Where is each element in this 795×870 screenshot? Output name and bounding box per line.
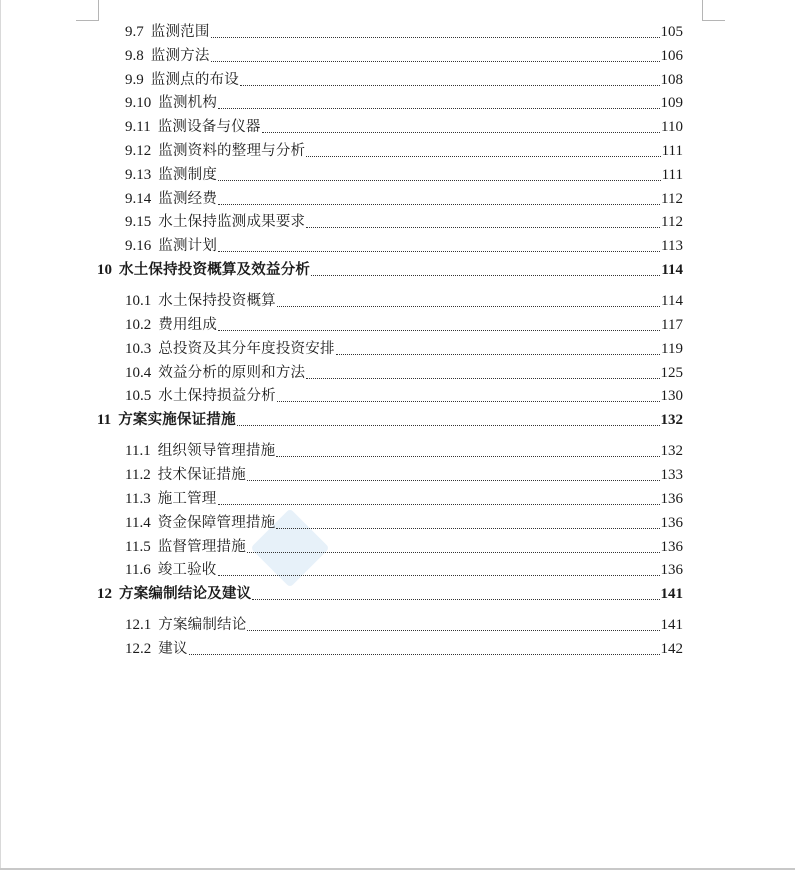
toc-entry-title: 监测点的布设 bbox=[150, 71, 239, 88]
toc-entry-page-number: 105 bbox=[660, 24, 683, 40]
toc-entry-title: 费用组成 bbox=[158, 317, 218, 333]
toc-entry-title: 监测资料的整理与分析 bbox=[158, 143, 306, 159]
toc-dot-leader bbox=[218, 484, 660, 505]
toc-section-row[interactable] bbox=[0, 613, 795, 635]
toc-entry-page-number: 133 bbox=[660, 467, 683, 484]
toc-entry-number: 9.13 bbox=[125, 166, 152, 183]
toc-entry-link[interactable] bbox=[125, 313, 683, 335]
toc-entry-link[interactable] bbox=[125, 289, 683, 311]
toc-entry-link[interactable] bbox=[97, 258, 683, 280]
toc-dot-leader bbox=[336, 334, 660, 355]
toc-entry-number: 12.2 bbox=[125, 641, 152, 658]
toc-entry-link[interactable] bbox=[97, 408, 683, 430]
toc-dot-leader bbox=[237, 405, 660, 426]
toc-dot-leader bbox=[218, 555, 660, 576]
toc-entry-number: 10.2 bbox=[125, 317, 152, 333]
toc-entry-number: 11.5 bbox=[125, 538, 151, 555]
toc-entry-number: 11 bbox=[97, 412, 112, 429]
toc-dot-leader bbox=[247, 532, 660, 553]
toc-entry-number: 12.1 bbox=[125, 617, 152, 634]
toc-section-row[interactable] bbox=[0, 289, 795, 311]
toc-entry-page-number: 108 bbox=[660, 71, 683, 88]
toc-entry-link[interactable] bbox=[125, 487, 683, 509]
toc-entry-number: 9.8 bbox=[125, 47, 144, 64]
toc-dot-leader bbox=[211, 41, 660, 62]
toc-section-row[interactable] bbox=[0, 91, 795, 113]
toc-entry-link[interactable] bbox=[125, 20, 683, 42]
toc-entry-link[interactable] bbox=[125, 361, 683, 383]
toc-dot-leader bbox=[277, 286, 660, 307]
toc-entry-page-number: 113 bbox=[661, 238, 683, 255]
toc-dot-leader bbox=[218, 88, 659, 109]
toc-entry-number: 11.3 bbox=[125, 491, 151, 507]
toc-entry-page-number: 114 bbox=[661, 293, 683, 310]
crop-mark-top-right bbox=[702, 0, 725, 21]
toc-entry-number: 12 bbox=[97, 586, 112, 603]
toc-entry-page-number: 112 bbox=[661, 214, 683, 231]
toc-dot-leader bbox=[218, 184, 660, 205]
toc-entry-title: 监测方法 bbox=[150, 47, 210, 64]
toc-entry-title: 资金保障管理措施 bbox=[157, 514, 276, 531]
toc-section-row[interactable] bbox=[0, 511, 795, 533]
toc-entry-title: 方案实施保证措施 bbox=[118, 412, 236, 429]
toc-section-row[interactable] bbox=[0, 487, 795, 509]
toc-entry-page-number: 112 bbox=[661, 190, 683, 207]
toc-entry-page-number: 110 bbox=[661, 119, 683, 136]
toc-dot-leader bbox=[218, 310, 660, 331]
toc-entry-title: 组织领导管理措施 bbox=[157, 443, 276, 460]
toc-entry-page-number: 114 bbox=[661, 262, 683, 279]
toc-entry-title: 监测计划 bbox=[158, 238, 218, 255]
toc-entry-link[interactable] bbox=[125, 163, 683, 185]
toc-entry-page-number: 132 bbox=[660, 443, 683, 460]
toc-section-row[interactable] bbox=[0, 187, 795, 209]
toc-entry-page-number: 141 bbox=[660, 586, 683, 603]
toc-section-row[interactable] bbox=[0, 439, 795, 461]
toc-entry-page-number: 125 bbox=[660, 364, 683, 381]
toc-dot-leader bbox=[306, 207, 660, 228]
toc-dot-leader bbox=[277, 381, 660, 402]
toc-entry-number: 9.9 bbox=[125, 71, 144, 88]
toc-entry-link[interactable] bbox=[125, 463, 683, 485]
toc-entry-link[interactable] bbox=[125, 384, 683, 406]
toc-section-row[interactable] bbox=[0, 234, 795, 256]
toc-section-row[interactable] bbox=[0, 68, 795, 90]
toc-entry-page-number: 119 bbox=[661, 340, 683, 357]
toc-dot-leader bbox=[252, 579, 659, 600]
toc-section-row[interactable] bbox=[0, 384, 795, 406]
toc-entry-link[interactable] bbox=[125, 511, 683, 533]
toc-section-row[interactable] bbox=[0, 361, 795, 383]
toc-section-row[interactable] bbox=[0, 163, 795, 185]
toc-entry-link[interactable] bbox=[125, 210, 683, 232]
toc-entry-title: 总投资及其分年度投资安排 bbox=[158, 340, 335, 357]
toc-entry-page-number: 117 bbox=[661, 317, 683, 333]
toc-section-row[interactable] bbox=[0, 44, 795, 66]
toc-entry-number: 10 bbox=[97, 262, 112, 279]
toc-entry-title: 建议 bbox=[158, 641, 188, 658]
toc-section-row[interactable] bbox=[0, 210, 795, 232]
toc-dot-leader bbox=[211, 17, 660, 38]
toc-entry-page-number: 142 bbox=[660, 641, 683, 658]
toc-dot-leader bbox=[218, 231, 660, 252]
toc-dot-leader bbox=[189, 634, 660, 655]
toc-entry-title: 方案编制结论 bbox=[158, 617, 247, 634]
toc-section-row[interactable] bbox=[0, 115, 795, 137]
toc-entry-number: 9.14 bbox=[125, 190, 152, 207]
toc-entry-title: 施工管理 bbox=[157, 491, 217, 507]
toc-dot-leader bbox=[306, 136, 660, 157]
toc-entry-number: 11.2 bbox=[125, 467, 151, 484]
toc-dot-leader bbox=[218, 160, 661, 181]
toc-entry-number: 10.1 bbox=[125, 293, 152, 310]
toc-section-row[interactable] bbox=[0, 558, 795, 580]
toc-entry-link[interactable] bbox=[125, 439, 683, 461]
toc-entry-title: 水土保持监测成果要求 bbox=[158, 214, 306, 231]
toc-entry-number: 10.3 bbox=[125, 340, 152, 357]
toc-entry-title: 监测制度 bbox=[158, 166, 218, 183]
toc-dot-leader bbox=[247, 610, 659, 631]
crop-mark-top-left bbox=[76, 0, 99, 21]
toc-entry-link[interactable] bbox=[125, 234, 683, 256]
toc-entry-title: 监测范围 bbox=[150, 24, 210, 40]
toc-entry-page-number: 132 bbox=[660, 412, 683, 429]
toc-chapter-row[interactable] bbox=[0, 258, 795, 280]
toc-chapter-row[interactable] bbox=[0, 408, 795, 430]
toc-section-row[interactable] bbox=[0, 20, 795, 42]
toc-chapter-row[interactable] bbox=[0, 582, 795, 604]
toc-entry-page-number: 130 bbox=[660, 388, 683, 405]
toc-section-row[interactable] bbox=[0, 313, 795, 335]
toc-dot-leader bbox=[247, 460, 660, 481]
toc-entry-page-number: 106 bbox=[660, 47, 683, 64]
toc-entry-title: 技术保证措施 bbox=[157, 467, 246, 484]
toc-entry-page-number: 111 bbox=[661, 143, 683, 159]
toc-entry-title: 监测机构 bbox=[158, 95, 218, 112]
toc-entry-page-number: 136 bbox=[660, 491, 683, 507]
toc-entry-title: 水土保持损益分析 bbox=[158, 388, 276, 405]
toc-entry-page-number: 136 bbox=[660, 538, 683, 555]
toc-entry-number: 10.4 bbox=[125, 364, 152, 381]
toc-entry-number: 11.6 bbox=[125, 562, 151, 579]
toc-entry-title: 监测设备与仪器 bbox=[157, 119, 261, 136]
toc-section-row[interactable] bbox=[0, 139, 795, 161]
toc-entry-number: 9.16 bbox=[125, 238, 152, 255]
toc-entry-page-number: 136 bbox=[660, 514, 683, 531]
toc-entry-page-number: 141 bbox=[660, 617, 683, 634]
toc-dot-leader bbox=[240, 65, 660, 86]
toc-dot-leader bbox=[276, 436, 659, 457]
toc-entry-title: 竣工验收 bbox=[157, 562, 217, 579]
toc-entry-title: 水土保持投资概算及效益分析 bbox=[119, 262, 311, 279]
toc-entry-link[interactable] bbox=[125, 535, 683, 557]
toc-dot-leader bbox=[311, 255, 660, 276]
toc-entry-title: 效益分析的原则和方法 bbox=[158, 364, 306, 381]
toc-dot-leader bbox=[276, 508, 659, 529]
toc-entry-link[interactable] bbox=[125, 337, 683, 359]
toc-entry-link[interactable] bbox=[125, 613, 683, 635]
toc-entry-number: 9.15 bbox=[125, 214, 152, 231]
toc-entry-link[interactable] bbox=[125, 558, 683, 580]
toc-dot-leader bbox=[262, 112, 660, 133]
toc-entry-title: 监测经费 bbox=[158, 190, 218, 207]
toc-entry-number: 9.10 bbox=[125, 95, 152, 112]
toc-entry-number: 11.4 bbox=[125, 514, 151, 531]
toc-section-row[interactable] bbox=[0, 535, 795, 557]
toc-entry-link[interactable] bbox=[125, 91, 683, 113]
toc-entry-number: 11.1 bbox=[125, 443, 151, 460]
toc-section-row[interactable] bbox=[0, 337, 795, 359]
toc-entry-page-number: 109 bbox=[660, 95, 683, 112]
toc-dot-leader bbox=[306, 358, 659, 379]
toc-entry-link[interactable] bbox=[125, 115, 683, 137]
toc-entry-link[interactable] bbox=[125, 187, 683, 209]
toc-section-row[interactable] bbox=[0, 463, 795, 485]
toc-entry-page-number: 111 bbox=[661, 166, 683, 183]
toc-entry-number: 9.12 bbox=[125, 143, 152, 159]
toc-entry-link[interactable] bbox=[125, 68, 683, 90]
toc-entry-link[interactable] bbox=[125, 637, 683, 659]
toc-entry-link[interactable] bbox=[97, 582, 683, 604]
toc-entry-title: 方案编制结论及建议 bbox=[119, 586, 252, 603]
toc-entry-number: 9.7 bbox=[125, 24, 144, 40]
toc-entry-link[interactable] bbox=[125, 44, 683, 66]
toc-entry-link[interactable] bbox=[125, 139, 683, 161]
toc-section-row[interactable] bbox=[0, 637, 795, 659]
toc-entry-page-number: 136 bbox=[660, 562, 683, 579]
toc-entry-title: 监督管理措施 bbox=[157, 538, 246, 555]
toc-entry-title: 水土保持投资概算 bbox=[158, 293, 276, 310]
toc-entry-number: 10.5 bbox=[125, 388, 152, 405]
toc-entry-number: 9.11 bbox=[125, 119, 151, 136]
